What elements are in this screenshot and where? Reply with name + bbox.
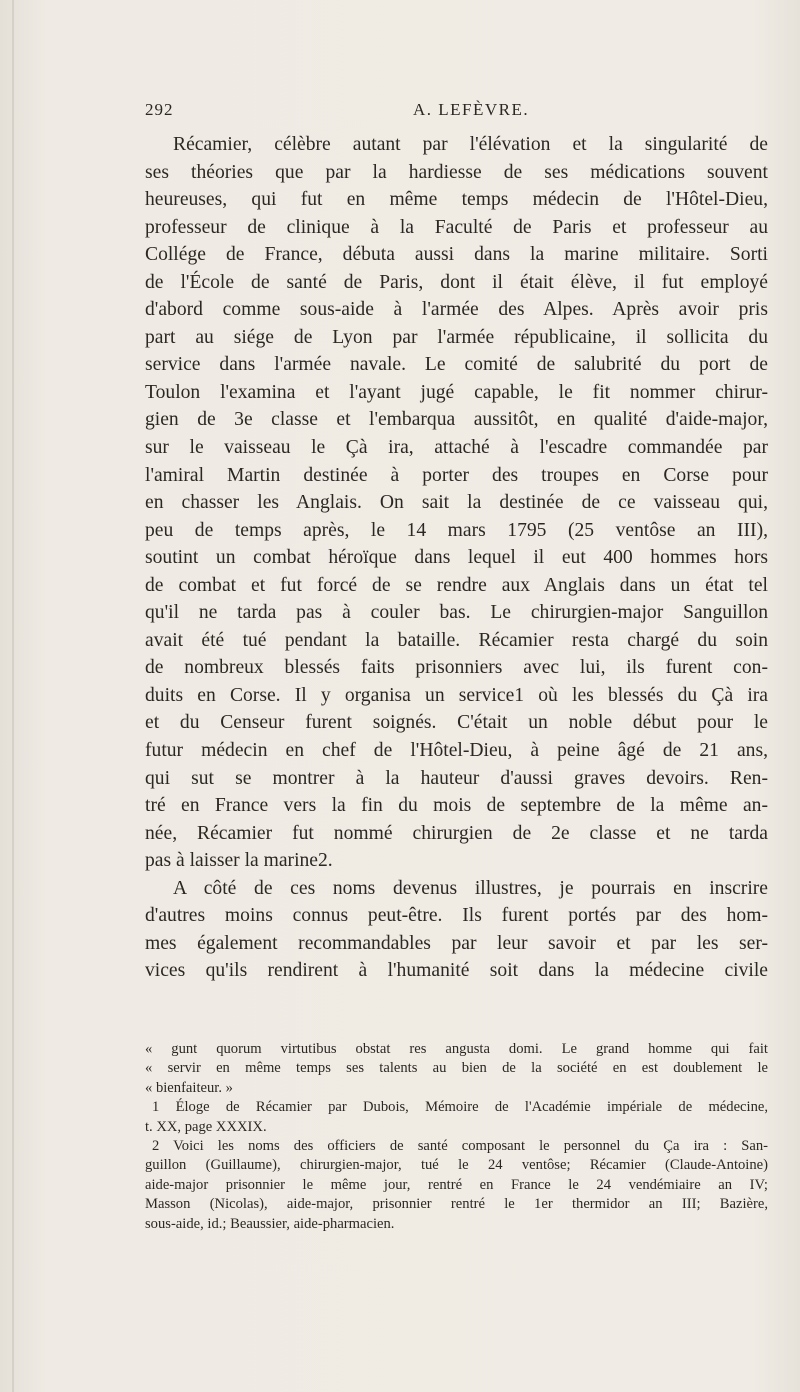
body-line: l'amiral Martin destinée à porter des troupes en Corse pour [145, 464, 768, 486]
body-line: vices qu'ils rendirent à l'humanité soit dans la médecine civile [145, 960, 768, 982]
page-number: 292 [145, 100, 174, 119]
body-line: gien de 3e classe et l'embarqua aussitôt, en qualité d'aide-major, [145, 409, 768, 431]
body-line: d'abord comme sous-aide à l'armée des Alpes. Après avoir pris [145, 299, 768, 321]
body-line: Collége de France, débuta aussi dans la marine militaire. Sorti [145, 244, 768, 266]
footnotes [145, 1040, 768, 1234]
body-line: avait été tué pendant la bataille. Récamier resta chargé du soin [145, 629, 768, 651]
footnote-line: « gunt quorum virtutibus obstat res angusta domi. Le grand homme qui fait [145, 1041, 768, 1057]
footnote-line: 2 Voici les noms des officiers de santé composant le personnel du Ça ira : San- [152, 1137, 768, 1154]
binding-shadow [12, 0, 14, 1392]
page-header [145, 100, 765, 124]
footnote-line: « bienfaiteur. » [145, 1079, 233, 1096]
body-text [145, 131, 768, 985]
body-line: mes également recommandables par leur savoir et par les ser- [145, 932, 768, 954]
body-line: Récamier, célèbre autant par l'élévation et la singularité de [173, 134, 768, 155]
footnote-line: 1 Éloge de Récamier par Dubois, Mémoire de l'Académie impériale de médecine, [152, 1099, 768, 1116]
footnote-line: sous-aide, id.; Beaussier, aide-pharmacien. [145, 1215, 395, 1232]
body-line: ses théories que par la hardiesse de ses médications souvent [145, 161, 768, 183]
body-line: en chasser les Anglais. On sait la destinée de ce vaisseau qui, [145, 492, 768, 514]
body-line: duits en Corse. Il y organisa un service1 où les blessés du Çà ira [145, 684, 768, 706]
footnote-line: Masson (Nicolas), aide-major, prisonnier rentré le 1er thermidor an III; Bazière, [145, 1196, 768, 1213]
footnote-line: guillon (Guillaume), chirurgien-major, tué le 24 ventôse; Récamier (Claude-Antoine) [145, 1157, 768, 1174]
body-line: pas à laisser la marine2. [145, 850, 333, 872]
body-line: née, Récamier fut nommé chirurgien de 2e classe et ne tarda [145, 822, 768, 844]
body-line: de combat et fut forcé de se rendre aux Anglais dans un état tel [145, 574, 768, 596]
body-line: de l'École de santé de Paris, dont il était élève, il fut employé [145, 271, 768, 293]
footnote-line: aide-major prisonnier le même jour, rentré en France le 24 vendémiaire an IV; [145, 1176, 768, 1193]
body-line: et du Censeur furent soignés. C'était un noble début pour le [145, 712, 768, 734]
body-line: de nombreux blessés faits prisonniers avec lui, ils furent con- [145, 657, 768, 679]
body-line: heureuses, qui fut en même temps médecin de l'Hôtel-Dieu, [145, 189, 768, 211]
body-line: futur médecin en chef de l'Hôtel-Dieu, à peine âgé de 21 ans, [145, 740, 768, 762]
body-line: qui sut se montrer à la hauteur d'aussi graves devoirs. Ren- [145, 767, 768, 789]
body-line: qu'il ne tarda pas à couler bas. Le chirurgien-major Sanguillon [145, 602, 768, 624]
body-line: peu de temps après, le 14 mars 1795 (25 ventôse an III), [145, 519, 768, 541]
running-head: A. LEFÈVRE. [413, 100, 530, 119]
body-line: tré en France vers la fin du mois de septembre de la même an- [145, 795, 768, 817]
body-line: A côté de ces noms devenus illustres, je pourrais en inscrire [173, 877, 768, 899]
body-line: Toulon l'examina et l'ayant jugé capable, le fit nommer chirur- [145, 381, 768, 403]
body-line: sur le vaisseau le Çà ira, attaché à l'escadre commandée par [145, 437, 768, 459]
body-line: d'autres moins connus peut-être. Ils furent portés par des hom- [145, 905, 768, 927]
body-line: part au siége de Lyon par l'armée républicaine, il sollicita du [145, 326, 768, 348]
body-line: soutint un combat héroïque dans lequel il eut 400 hommes hors [145, 547, 768, 569]
body-line: professeur de clinique à la Faculté de Paris et professeur au [145, 216, 768, 238]
footnote-line: t. XX, page XXXIX. [145, 1118, 267, 1135]
body-line: service dans l'armée navale. Le comité de salubrité du port de [145, 354, 768, 376]
footnote-line: « servir en même temps ses talents au bien de la société en est doublement le [145, 1060, 768, 1077]
